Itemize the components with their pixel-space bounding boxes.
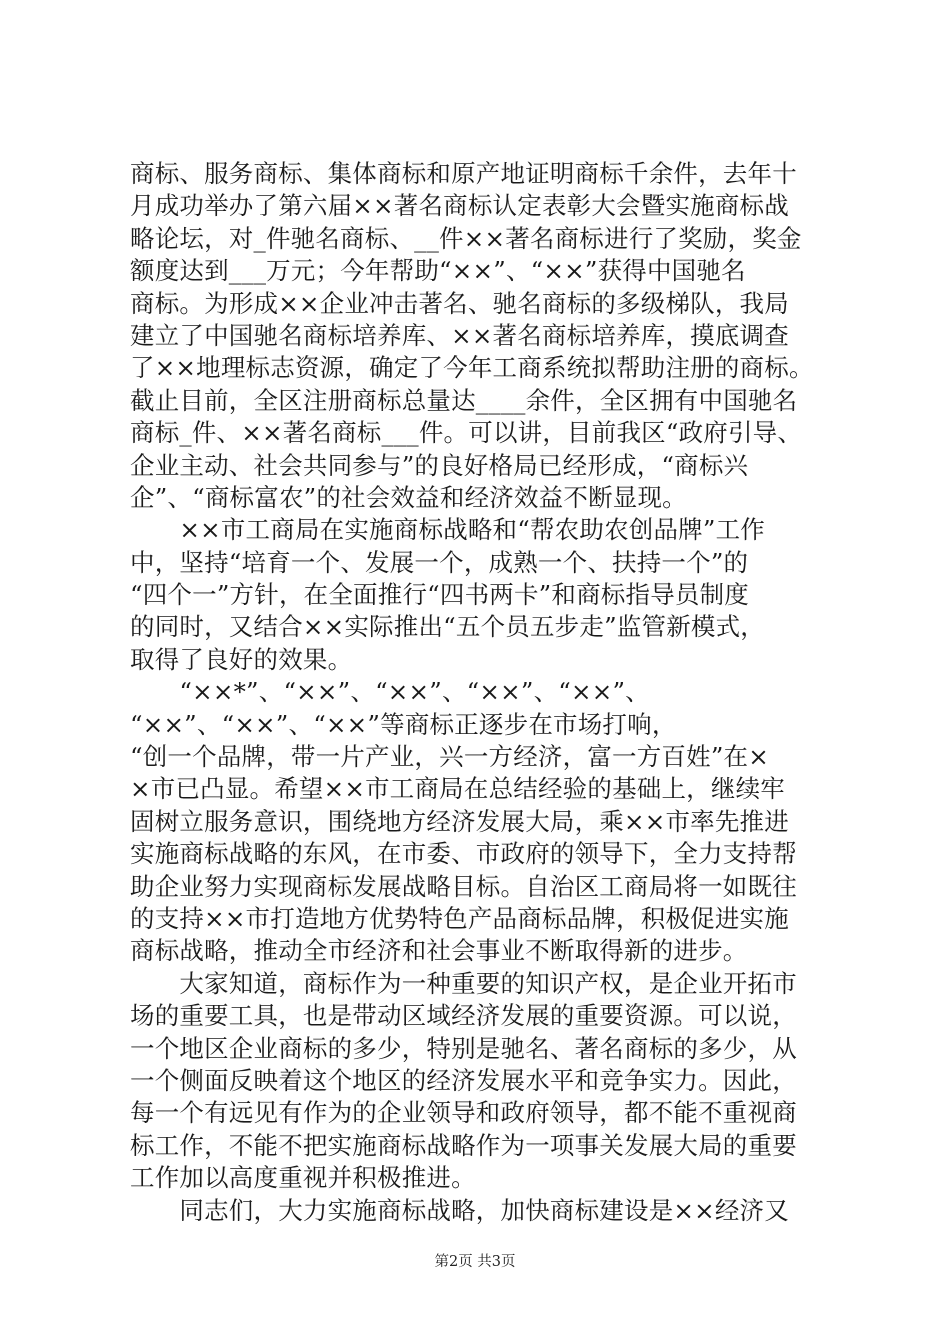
- text-line: “××*”、“××”、“××”、“××”、“××”、: [130, 677, 650, 707]
- document-body: [130, 158, 830, 1227]
- text-line: 取得了良好的效果。: [130, 644, 353, 674]
- text-line: 商标。为形成××企业冲击著名、驰名商标的多级梯队，我局: [130, 288, 789, 318]
- text-line: 实施商标战略的东风，在市委、市政府的领导下，全力支持帮: [130, 839, 797, 869]
- text-line: 中，坚持“培育一个、发展一个，成熟一个、扶持一个”的: [130, 547, 749, 577]
- text-line: 的支持××市打造地方优势特色产品商标品牌，积极促进实施: [130, 903, 789, 933]
- page-number-footer: 第2页 共3页: [434, 1254, 516, 1270]
- text-line: 建立了中国驰名商标培养库、××著名商标培养库，摸底调查: [130, 320, 789, 350]
- text-line: 一个地区企业商标的多少，特别是驰名、著名商标的多少，从: [130, 1033, 797, 1063]
- text-line: 每一个有远见有作为的企业领导和政府领导，都不能不重视商: [130, 1098, 797, 1128]
- text-line: 一个侧面反映着这个地区的经济发展水平和竞争实力。因此，: [130, 1065, 797, 1095]
- text-line: 工作加以高度重视并积极推进。: [130, 1163, 476, 1193]
- text-line: 了××地理标志资源，确定了今年工商系统拟帮助注册的商标。: [130, 353, 814, 383]
- text-line: 同志们，大力实施商标战略，加快商标建设是××经济又: [130, 1195, 789, 1225]
- text-line: “四个一”方针，在全面推行“四书两卡”和商标指导员制度: [130, 580, 749, 610]
- text-line: 企”、“商标富农”的社会效益和经济效益不断显现。: [130, 482, 687, 512]
- text-line: 月成功举办了第六届××著名商标认定表彰大会暨实施商标战: [130, 191, 789, 221]
- text-line: 场的重要工具，也是带动区域经济发展的重要资源。可以说，: [130, 1001, 797, 1031]
- text-line: 略论坛，对_件驰名商标、__件××著名商标进行了奖励，奖金: [130, 223, 802, 253]
- text-line: 额度达到___万元；今年帮助“××”、“××”获得中国驰名: [130, 256, 746, 286]
- text-line: 商标_件、××著名商标___件。可以讲，目前我区“政府引导、: [130, 418, 803, 448]
- text-line: “创一个品牌，带一片产业，兴一方经济，富一方百姓”在×: [130, 742, 769, 772]
- text-line: 商标、服务商标、集体商标和原产地证明商标千余件，去年十: [130, 159, 797, 188]
- text-line: 固树立服务意识，围绕地方经济发展大局，乘××市率先推进: [130, 806, 789, 836]
- text-line: 助企业努力实现商标发展战略目标。自治区工商局将一如既往: [130, 871, 797, 901]
- text-line: 的同时，又结合××实际推出“五个员五步走”监管新模式，: [130, 612, 766, 642]
- text-line: ××市工商局在实施商标战略和“帮农助农创品牌”工作: [130, 515, 766, 545]
- text-line: 大家知道，商标作为一种重要的知识产权，是企业开拓市: [130, 968, 797, 998]
- text-line: 商标战略，推动全市经济和社会事业不断取得新的进步。: [130, 936, 748, 966]
- text-line: 截止目前，全区注册商标总量达____余件，全区拥有中国驰名: [130, 385, 798, 415]
- text-line: 标工作，不能不把实施商标战略作为一项事关发展大局的重要: [130, 1130, 797, 1160]
- text-line: 企业主动、社会共同参与”的良好格局已经形成，“商标兴: [130, 450, 749, 480]
- text-line: ×市已凸显。希望××市工商局在总结经验的基础上，继续牢: [130, 774, 785, 804]
- text-line: “××”、“××”、“××”等商标正逐步在市场打响，: [130, 709, 677, 739]
